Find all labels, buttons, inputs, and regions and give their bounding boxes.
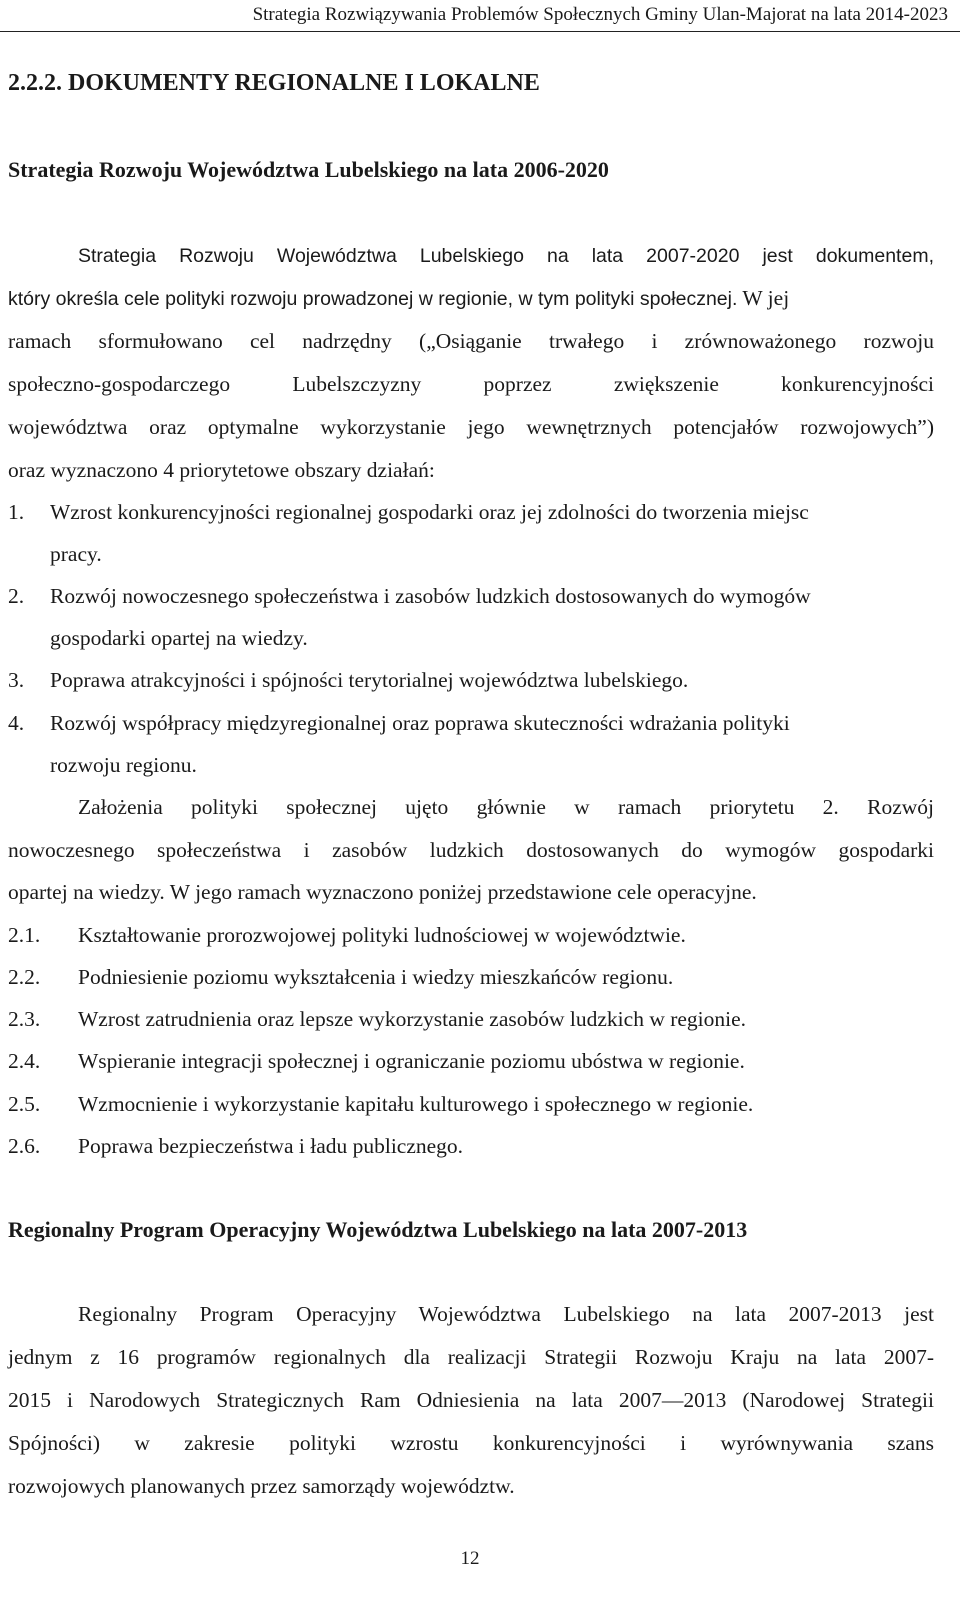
paragraph-line: Regionalny Program Operacyjny Województwa Lubelskiego na lata 2007-2013 jest [78, 1302, 934, 1326]
priority-text: Poprawa atrakcyjności i spójności terytorialnej województwa lubelskiego. [50, 668, 689, 692]
operational-goal [8, 1088, 753, 1120]
paragraph-line-part: W jej [737, 286, 790, 310]
operational-goal [8, 919, 686, 951]
paragraph-line: opartej na wiedzy. W jego ramach wyznaczono poniżej przedstawione cele operacyjne. [8, 880, 757, 904]
goal-number: 2.4. [8, 1049, 41, 1073]
priority-number: 3. [8, 668, 25, 692]
goal-number: 2.1. [8, 923, 41, 947]
strategy-heading: Strategia Rozwoju Województwa Lubelskiego na lata 2006-2020 [8, 157, 609, 182]
priority-text-continued: gospodarki opartej na wiedzy. [50, 626, 308, 650]
running-header: Strategia Rozwiązywania Problemów Społecznych Gminy Ulan-Majorat na lata 2014-2023 [252, 4, 948, 25]
priority-item [8, 580, 811, 612]
goal-text: Wzmocnienie i wykorzystanie kapitału kulturowego i społecznego w regionie. [78, 1092, 754, 1116]
goal-number: 2.3. [8, 1007, 41, 1031]
priority-text: Wzrost konkurencyjności regionalnej gospodarki oraz jej zdolności do tworzenia miejsc [50, 500, 809, 524]
goal-text: Podniesienie poziomu wykształcenia i wiedzy mieszkańców regionu. [78, 965, 674, 989]
paragraph-line: jednym z 16 programów regionalnych dla realizacji Strategii Rozwoju Kraju na lata 2007- [8, 1345, 934, 1369]
paragraph-line: Założenia polityki społecznej ujęto głównie w ramach priorytetu 2. Rozwój [78, 795, 934, 819]
goal-text: Wspieranie integracji społecznej i ograniczanie poziomu ubóstwa w regionie. [78, 1049, 745, 1073]
paragraph-line: rozwojowych planowanych przez samorządy województw. [8, 1474, 515, 1498]
paragraph-line: 2015 i Narodowych Strategicznych Ram Odniesienia na lata 2007—2013 (Narodowej Strategii [8, 1388, 934, 1412]
paragraph-line: społeczno-gospodarczego Lubelszczyzny poprzez zwiększenie konkurencyjności [8, 372, 934, 396]
priority-number: 2. [8, 584, 25, 608]
priority-text-continued: pracy. [50, 542, 102, 566]
goal-number: 2.5. [8, 1092, 41, 1116]
paragraph-line [8, 282, 934, 314]
paragraph-line: Spójności) w zakresie polityki wzrostu konkurencyjności i wyrównywania szans [8, 1431, 934, 1455]
paragraph-line-part: który określa cele polityki rozwoju prowadzonej w regionie, w tym polityki społecznej. [8, 288, 738, 310]
goal-text: Wzrost zatrudnienia oraz lepsze wykorzystanie zasobów ludzkich w regionie. [78, 1007, 747, 1031]
priority-number: 1. [8, 500, 25, 524]
goal-text: Kształtowanie prorozwojowej polityki ludnościowej w województwie. [78, 923, 686, 947]
priority-text: Rozwój współpracy międzyregionalnej oraz poprawa skuteczności wdrażania polityki [50, 711, 790, 735]
paragraph-line: województwa oraz optymalne wykorzystanie jego wewnętrznych potencjałów rozwojowych”) [8, 415, 934, 439]
priority-item [8, 707, 790, 739]
operational-goal [8, 961, 673, 993]
page-number: 12 [460, 1548, 480, 1569]
operational-goal [8, 1130, 463, 1162]
priority-item [8, 496, 934, 528]
priority-text-continued: rozwoju regionu. [50, 753, 197, 777]
paragraph-line: ramach sformułowano cel nadrzędny („Osiąganie trwałego i zrównoważonego rozwoju [8, 329, 934, 353]
operational-goal [8, 1003, 746, 1035]
goal-number: 2.2. [8, 965, 41, 989]
header-divider [0, 31, 960, 32]
paragraph-line: nowoczesnego społeczeństwa i zasobów ludzkich dostosowanych do wymogów gospodarki [8, 838, 934, 862]
rpo-heading: Regionalny Program Operacyjny Województwa Lubelskiego na lata 2007-2013 [8, 1217, 748, 1242]
priority-text: Rozwój nowoczesnego społeczeństwa i zasobów ludzkich dostosowanych do wymogów [50, 584, 811, 608]
paragraph-line: Strategia Rozwoju Województwa Lubelskiego na lata 2007-2020 jest dokumentem, [78, 245, 934, 267]
priority-item [8, 664, 688, 696]
operational-goal [8, 1045, 745, 1077]
paragraph-line: oraz wyznaczono 4 priorytetowe obszary działań: [8, 458, 435, 482]
goal-number: 2.6. [8, 1134, 41, 1158]
section-heading: 2.2.2. DOKUMENTY REGIONALNE I LOKALNE [8, 70, 540, 96]
goal-text: Poprawa bezpieczeństwa i ładu publicznego. [78, 1134, 464, 1158]
priority-number: 4. [8, 711, 25, 735]
